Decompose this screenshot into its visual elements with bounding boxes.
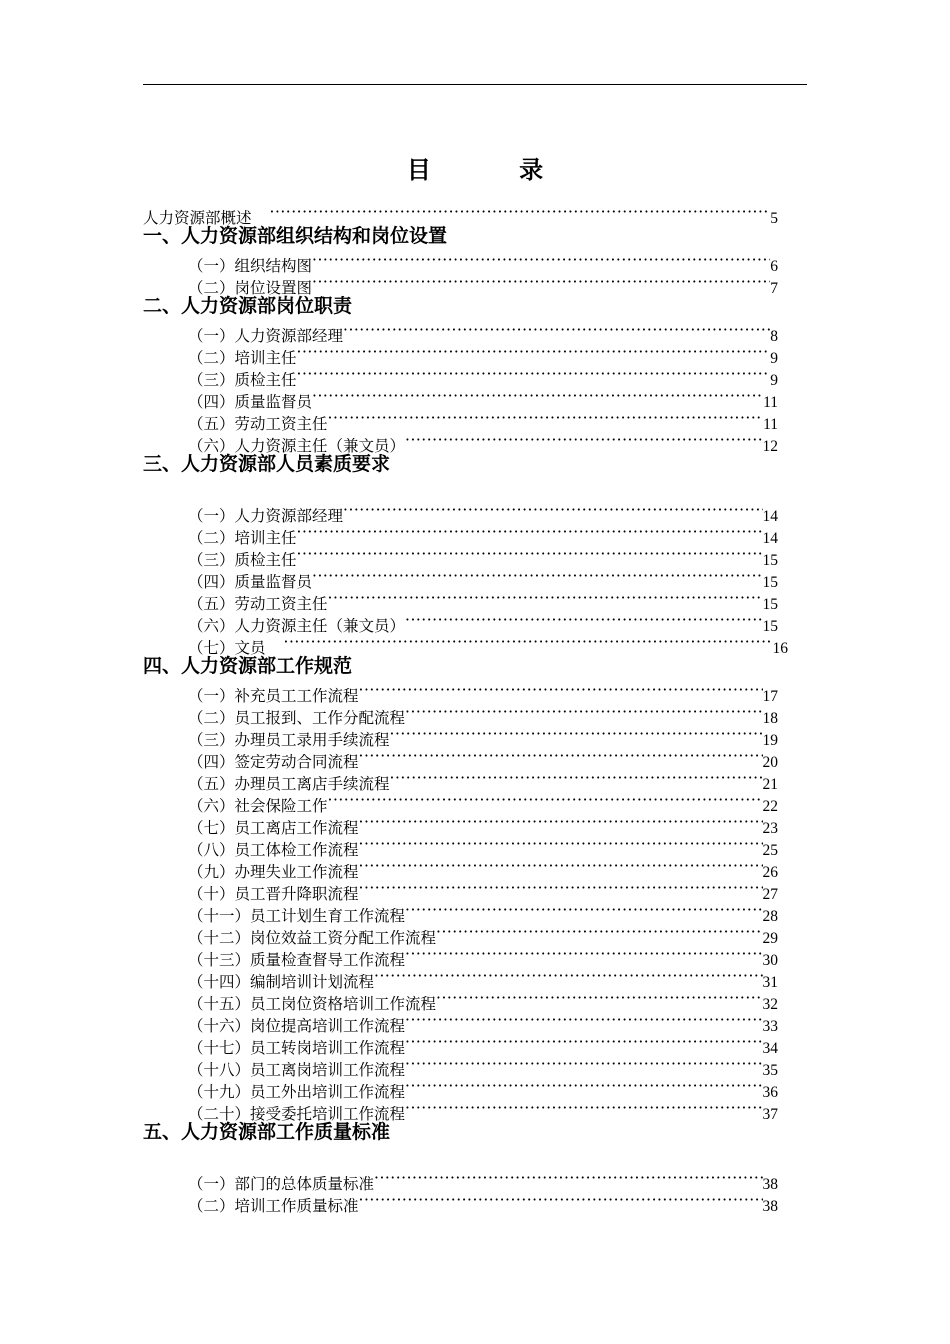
toc-entry-label: （十九）员工外出培训工作流程 — [188, 1083, 406, 1101]
toc-entry-label: （三）质检主任 — [188, 371, 297, 389]
toc-entry-page: 5 — [770, 210, 778, 227]
toc-entry-page: 15 — [762, 618, 778, 635]
toc-entry-page: 11 — [763, 394, 778, 411]
dot-leader — [343, 499, 762, 521]
dot-leader — [312, 271, 770, 293]
dot-leader — [390, 723, 763, 745]
toc-entry-label: （五）劳动工资主任 — [188, 595, 328, 613]
toc-entry-page: 30 — [762, 952, 778, 969]
toc-entry-label: （十四）编制培训计划流程 — [188, 973, 375, 991]
dot-leader — [359, 1189, 763, 1211]
toc-entry-label: （二）培训主任 — [188, 349, 297, 367]
toc-entry-page: 14 — [762, 530, 778, 547]
dot-leader — [343, 319, 770, 341]
toc-entry-label: （十三）质量检查督导工作流程 — [188, 951, 406, 969]
toc-entry[interactable] — [188, 319, 778, 345]
table-of-contents — [143, 201, 843, 1215]
dot-leader — [405, 429, 762, 451]
toc-entry-page: 15 — [762, 552, 778, 569]
toc-entry-label: （一）部门的总体质量标准 — [188, 1175, 375, 1193]
toc-entry-page: 14 — [762, 508, 778, 525]
toc-entry-page: 38 — [762, 1176, 778, 1193]
dot-leader — [328, 407, 764, 429]
toc-entry-page: 11 — [763, 416, 778, 433]
toc-entry-page: 33 — [762, 1018, 778, 1035]
toc-entry-label: （一）补充员工工作流程 — [188, 687, 359, 705]
toc-entry-label: （四）质量监督员 — [188, 573, 313, 591]
toc-entry-label: （六）人力资源主任（兼文员） — [188, 437, 406, 455]
dot-leader — [312, 249, 770, 271]
dot-leader — [359, 745, 763, 767]
toc-entry-page: 26 — [762, 864, 778, 881]
toc-entry-page: 31 — [762, 974, 778, 991]
toc-entry-label: （十六）岗位提高培训工作流程 — [188, 1017, 406, 1035]
toc-entry-page: 15 — [762, 596, 778, 613]
dot-leader — [436, 987, 762, 1009]
toc-entry-label: 人力资源部概述 — [143, 209, 252, 227]
dot-leader — [312, 565, 762, 587]
dot-leader — [359, 833, 763, 855]
toc-entry[interactable] — [188, 499, 778, 525]
dot-leader — [405, 1053, 762, 1075]
dot-leader — [328, 587, 763, 609]
toc-entry-label: （三）质检主任 — [188, 551, 297, 569]
toc-entry-page: 25 — [762, 842, 778, 859]
toc-entry[interactable] — [188, 1167, 778, 1193]
toc-entry-label: （十五）员工岗位资格培训工作流程 — [188, 995, 437, 1013]
toc-entry-label: （七）员工离店工作流程 — [188, 819, 359, 837]
toc-entry-page: 8 — [770, 328, 778, 345]
toc-entry-label: （一）人力资源部经理 — [188, 327, 344, 345]
toc-entry-page: 18 — [762, 710, 778, 727]
dot-leader — [405, 1009, 762, 1031]
toc-entry-page: 22 — [762, 798, 778, 815]
toc-entry-page: 19 — [762, 732, 778, 749]
toc-entry-label: （二十）接受委托培训工作流程 — [188, 1105, 406, 1123]
toc-entry-page: 7 — [770, 280, 778, 297]
toc-entry-page: 9 — [770, 350, 778, 367]
toc-entry-label: （一）人力资源部经理 — [188, 507, 344, 525]
toc-entry-label: （五）劳动工资主任 — [188, 415, 328, 433]
toc-entry-label: （四）签定劳动合同流程 — [188, 753, 359, 771]
dot-leader — [297, 363, 771, 385]
toc-entry-page: 27 — [762, 886, 778, 903]
toc-entry-label: （六）社会保险工作 — [188, 797, 328, 815]
section-heading[interactable]: 一、人力资源部组织结构和岗位设置 — [143, 225, 448, 247]
dot-leader — [436, 921, 762, 943]
toc-entry-page: 12 — [762, 438, 778, 455]
toc-entry-label: （十一）员工计划生育工作流程 — [188, 907, 406, 925]
toc-entry-page: 9 — [770, 372, 778, 389]
dot-leader — [405, 1075, 762, 1097]
dot-leader — [359, 877, 763, 899]
toc-entry-page: 35 — [762, 1062, 778, 1079]
toc-entry-page: 36 — [762, 1084, 778, 1101]
dot-leader — [405, 609, 762, 631]
toc-entry-page: 32 — [762, 996, 778, 1013]
toc-entry-page: 23 — [762, 820, 778, 837]
dot-leader — [312, 385, 763, 407]
toc-entry-page: 34 — [762, 1040, 778, 1057]
section-heading[interactable]: 三、人力资源部人员素质要求 — [143, 453, 391, 475]
toc-entry-label: （一）组织结构图 — [188, 257, 313, 275]
dot-leader — [405, 1097, 762, 1119]
toc-entry-label: （五）办理员工离店手续流程 — [188, 775, 390, 793]
toc-entry-page: 29 — [762, 930, 778, 947]
dot-leader — [297, 521, 763, 543]
dot-leader — [297, 543, 763, 565]
toc-entry-page: 6 — [770, 258, 778, 275]
dot-leader — [405, 1031, 762, 1053]
section-heading[interactable]: 四、人力资源部工作规范 — [143, 655, 353, 677]
dot-leader — [359, 855, 763, 877]
dot-leader — [405, 701, 762, 723]
toc-entry-label: （二）培训工作质量标准 — [188, 1197, 359, 1215]
toc-entry-page: 16 — [772, 640, 788, 657]
toc-entry-page: 20 — [762, 754, 778, 771]
toc-entry-page: 21 — [762, 776, 778, 793]
toc-entry[interactable] — [188, 249, 778, 275]
dot-leader — [405, 899, 762, 921]
toc-entry-label: （十二）岗位效益工资分配工作流程 — [188, 929, 437, 947]
dot-leader — [374, 965, 762, 987]
section-heading[interactable]: 二、人力资源部岗位职责 — [143, 295, 353, 317]
toc-entry-label: （八）员工体检工作流程 — [188, 841, 359, 859]
toc-entry-label: （二）培训主任 — [188, 529, 297, 547]
dot-leader — [284, 631, 773, 653]
dot-leader — [390, 767, 763, 789]
toc-entry-label: （三）办理员工录用手续流程 — [188, 731, 390, 749]
toc-title: 目 录 — [406, 156, 584, 184]
dot-leader — [405, 943, 762, 965]
toc-entry-page: 15 — [762, 574, 778, 591]
dot-leader — [270, 201, 771, 223]
toc-entry-label: （十）员工晋升降职流程 — [188, 885, 359, 903]
toc-entry-label: （十八）员工离岗培训工作流程 — [188, 1061, 406, 1079]
toc-entry-page: 17 — [762, 688, 778, 705]
toc-entry-overview[interactable] — [143, 201, 778, 227]
dot-leader — [374, 1167, 762, 1189]
dot-leader — [328, 789, 763, 811]
section-heading[interactable]: 五、人力资源部工作质量标准 — [143, 1121, 391, 1143]
toc-entry-page: 37 — [762, 1106, 778, 1123]
toc-entry[interactable] — [188, 679, 778, 705]
toc-entry-page: 28 — [762, 908, 778, 925]
toc-entry-label: （二）岗位设置图 — [188, 279, 313, 297]
toc-entry-label: （二）员工报到、工作分配流程 — [188, 709, 406, 727]
dot-leader — [359, 811, 763, 833]
toc-entry-page: 38 — [762, 1198, 778, 1215]
toc-entry-label: （七）文员 — [188, 639, 266, 657]
toc-entry-label: （十七）员工转岗培训工作流程 — [188, 1039, 406, 1057]
dot-leader — [359, 679, 763, 701]
header-rule — [143, 84, 807, 85]
toc-entry-label: （六）人力资源主任（兼文员） — [188, 617, 406, 635]
dot-leader — [297, 341, 771, 363]
toc-entry-label: （九）办理失业工作流程 — [188, 863, 359, 881]
toc-entry-label: （四）质量监督员 — [188, 393, 313, 411]
